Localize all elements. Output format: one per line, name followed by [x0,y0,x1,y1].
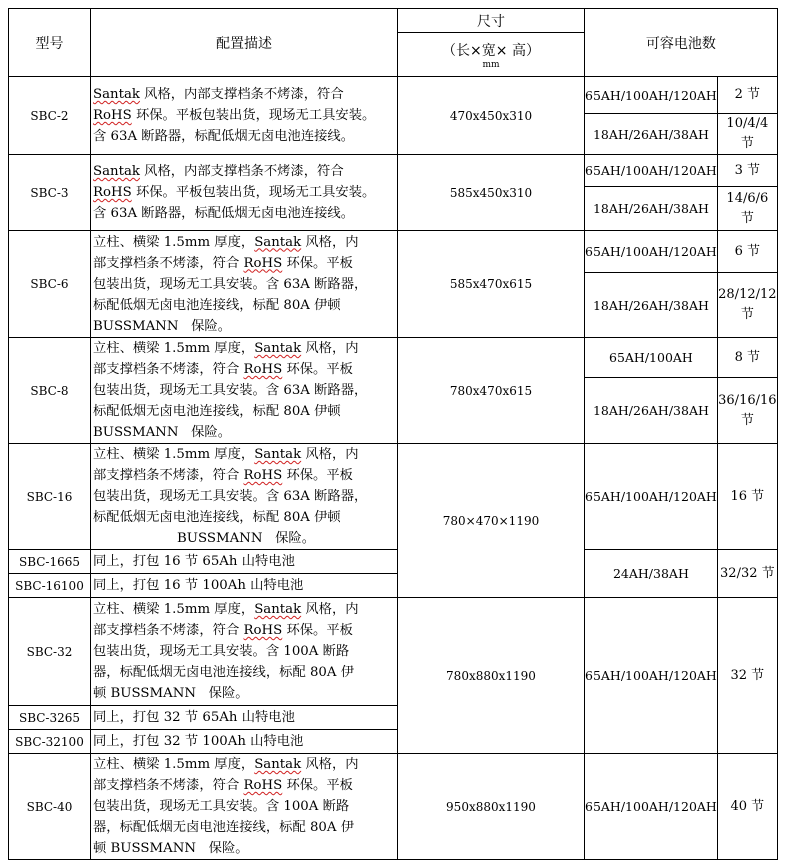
capacity-count-cell [717,187,777,231]
spec-table [8,8,778,860]
header-config: 配置描述 [91,9,398,77]
size-cell: 470x450x310 [398,77,585,155]
size-cell: 780x880x1190 [398,598,585,754]
header-size-dims: （长×宽× 高） [442,42,540,59]
desc-line: 包装出货，现场无工具安装。含 63A 断路器， [93,489,368,504]
capacity-type-cell: 24AH/38AH [585,550,718,598]
count-line: 节 [740,136,754,151]
desc-line: BUSSMANN 保险。 [177,531,316,546]
capacity-count-cell: 6 节 [717,231,777,273]
model-cell: SBC-6 [9,231,91,338]
count-line: 节 [740,307,754,322]
size-cell: 950x880x1190 [398,754,585,860]
capacity-type-cell: 65AH/100AH/120AH [585,754,718,860]
description-cell: 同上，打包 16 节 65Ah 山特电池 [91,550,398,574]
desc-line: 标配低烟无卤电池连接线，标配 80A 伊顿 [93,510,341,525]
size-cell: 780x470x615 [398,338,585,444]
description-cell: 同上，打包 32 节 65Ah 山特电池 [91,706,398,730]
description-cell: 同上，打包 32 节 100Ah 山特电池 [91,730,398,754]
desc-line: 标配低烟无卤电池连接线，标配 80A 伊顿 [93,404,341,419]
capacity-type-cell: 65AH/100AH/120AH [585,155,718,187]
size-cell: 780×470×1190 [398,444,585,598]
capacity-count-cell [717,273,777,338]
size-cell: 585x470x615 [398,231,585,338]
model-cell: SBC-32100 [9,730,91,754]
count-line: 节 [740,210,754,226]
desc-line: 包装出货，现场无工具安装。含 100A 断路 [93,644,350,659]
model-cell: SBC-1665 [9,550,91,574]
model-cell: SBC-2 [9,77,91,155]
description-cell: 立柱、横梁 1.5mm 厚度，Santak 风格，内 部支撑档条不烤漆，符合 RoHS 环保。平板 包装出货，现场无工具安装。含 63A 断路器， 标配低烟无卤电池连接线，标配 80A 伊顿 BUSSMANN 保险。 [91,231,398,338]
description-cell: 同上，打包 16 节 100Ah 山特电池 [91,574,398,598]
capacity-count-cell: 2 节 [717,77,777,114]
count-line: 36/16/16 [718,392,777,408]
capacity-type-cell: 18AH/26AH/38AH [585,187,718,231]
size-cell: 585x450x310 [398,155,585,231]
capacity-count-cell: 40 节 [717,754,777,860]
header-size-unit: mm [482,59,500,70]
model-cell: SBC-3 [9,155,91,231]
model-cell: SBC-40 [9,754,91,860]
description-cell: 立柱、横梁 1.5mm 厚度，Santak 风格，内 部支撑档条不烤漆，符合 RoHS 环保。平板 包装出货，现场无工具安装。含 63A 断路器， 标配低烟无卤电池连接线，标配 80A 伊顿 BUSSMANN 保险。 [91,444,398,550]
capacity-count-cell: 16 节 [717,444,777,550]
model-cell: SBC-3265 [9,706,91,730]
desc-line: 顿 BUSSMANN 保险。 [93,841,249,856]
desc-line: BUSSMANN 保险。 [93,318,232,334]
desc-line: 风格，内部支撑档条不烤漆，符合 [139,87,344,102]
desc-line: 含 63A 断路器，标配低烟无卤电池连接线。 [93,129,355,144]
capacity-count-cell [717,378,777,444]
desc-line: 包装出货，现场无工具安装。含 100A 断路 [93,799,350,814]
desc-line: BUSSMANN 保险。 [93,425,232,440]
capacity-count-cell: 32 节 [717,598,777,754]
header-size-sub [398,33,585,77]
description-cell: Santak 风格，内部支撑档条不烤漆，符合 RoHS 环保。平板包装出货，现场无工具安装。 含 63A 断路器，标配低烟无卤电池连接线。 [91,155,398,231]
description-cell: 立柱、横梁 1.5mm 厚度，Santak 风格，内 部支撑档条不烤漆，符合 RoHS 环保。平板 包装出货，现场无工具安装。含 100A 断路 器，标配低烟无卤电池连接线，标配 80A 伊 顿 BUSSMANN 保险。 [91,598,398,706]
header-capacity: 可容电池数 [585,9,778,77]
desc-line: 包装出货，现场无工具安装。含 63A 断路器， [93,276,368,292]
count-line: 节 [740,412,754,428]
header-size-title: 尺寸 [398,9,585,33]
desc-line: 器，标配低烟无卤电池连接线，标配 80A 伊 [93,665,355,680]
count-line: 10/4/4 [726,116,769,131]
model-cell: SBC-8 [9,338,91,444]
desc-line: 包装出货，现场无工具安装。含 63A 断路器， [93,383,368,398]
description-cell: Santak 风格，内部支撑档条不烤漆，符合 RoHS 环保。平板包装出货，现场无工具安装。 含 63A 断路器，标配低烟无卤电池连接线。 [91,77,398,155]
desc-line: 含 63A 断路器，标配低烟无卤电池连接线。 [93,206,355,221]
capacity-type-cell: 18AH/26AH/38AH [585,114,718,155]
model-cell: SBC-32 [9,598,91,706]
capacity-count-cell: 32/32 节 [717,550,777,598]
model-cell: SBC-16100 [9,574,91,598]
capacity-count-cell: 3 节 [717,155,777,187]
capacity-type-cell: 18AH/26AH/38AH [585,378,718,444]
capacity-type-cell: 65AH/100AH/120AH [585,444,718,550]
desc-line: 环保。平板包装出货，现场无工具安装。 [131,185,376,200]
description-cell: 立柱、横梁 1.5mm 厚度，Santak 风格，内 部支撑档条不烤漆，符合 RoHS 环保。平板 包装出货，现场无工具安装。含 100A 断路 器，标配低烟无卤电池连接线，标配 80A 伊 顿 BUSSMANN 保险。 [91,754,398,860]
model-cell: SBC-16 [9,444,91,550]
capacity-type-cell: 65AH/100AH/120AH [585,77,718,114]
capacity-type-cell: 65AH/100AH/120AH [585,231,718,273]
header-model: 型号 [9,9,91,77]
desc-line: 标配低烟无卤电池连接线，标配 80A 伊顿 [93,297,341,313]
desc-line: 顿 BUSSMANN 保险。 [93,686,249,701]
desc-line: 环保。平板包装出货，现场无工具安装。 [131,108,376,123]
capacity-count-cell: 8 节 [717,338,777,378]
desc-line: 风格，内部支撑档条不烤漆，符合 [139,164,344,179]
capacity-type-cell: 65AH/100AH/120AH [585,598,718,754]
description-cell: 立柱、横梁 1.5mm 厚度，Santak 风格，内 部支撑档条不烤漆，符合 RoHS 环保。平板 包装出货，现场无工具安装。含 63A 断路器， 标配低烟无卤电池连接线，标配 80A 伊顿 BUSSMANN 保险。 [91,338,398,444]
count-line: 14/6/6 [726,190,769,206]
count-line: 28/12/12 [718,287,777,302]
desc-line: 器，标配低烟无卤电池连接线，标配 80A 伊 [93,820,355,835]
capacity-type-cell: 18AH/26AH/38AH [585,273,718,338]
capacity-count-cell [717,114,777,155]
capacity-type-cell: 65AH/100AH [585,338,718,378]
